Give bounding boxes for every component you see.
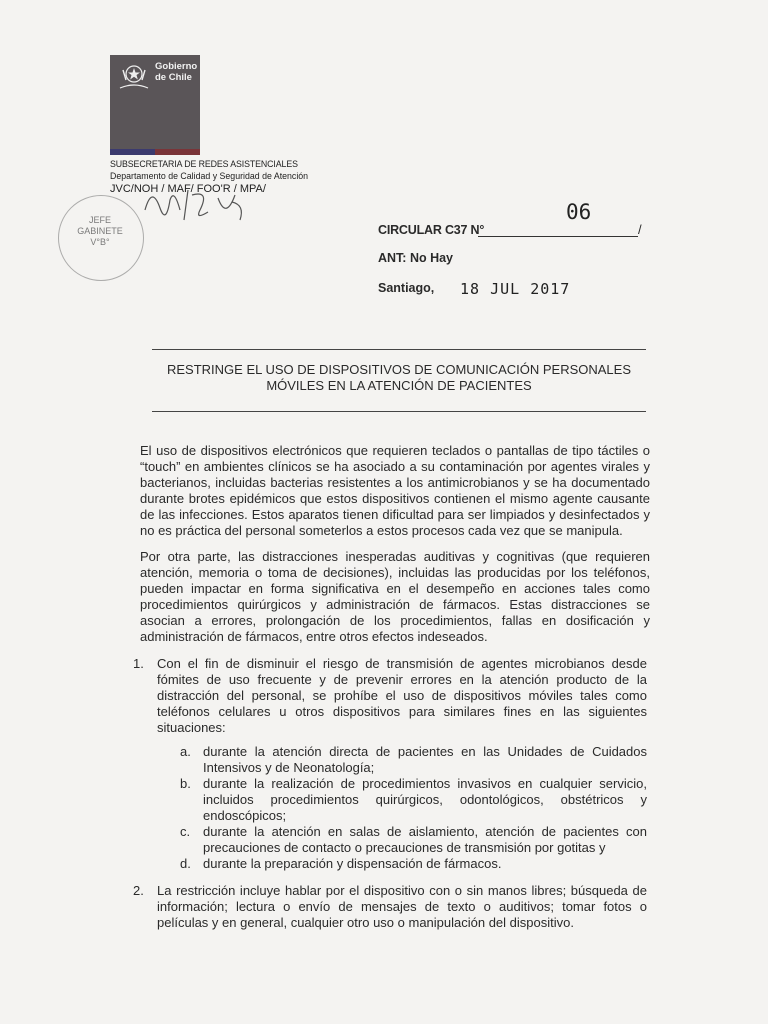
circular-slash: /	[638, 222, 642, 237]
subitem-letter: b.	[180, 776, 191, 791]
logo-bar-red	[155, 149, 200, 155]
document-title	[140, 362, 658, 394]
subitem-letter: c.	[180, 824, 191, 839]
gobierno-logo	[110, 55, 200, 155]
subitem-text: durante la atención directa de pacientes en las Unidades de Cuidados Intensivos y de Neonatología;	[203, 744, 647, 775]
paragraph-2: Por otra parte, las distracciones inesperadas auditivas y cognitivas (que requieren atención, memoria o toma de decisiones), incluidas las producidas por los teléfonos, pueden impactar en forma significativa en el desempeño en acciones tales como procedimientos quirúrgicos y administración de fármacos. Estas distracciones se asocian a errores, prolongación de los procedimientos, fallas en dosificación y administración de fármacos, entre otros efectos indeseados.	[140, 549, 650, 644]
title-line-2: MÓVILES EN LA ATENCIÓN DE PACIENTES	[266, 378, 532, 393]
item-number: 1.	[133, 656, 144, 671]
dept-line-1: SUBSECRETARIA DE REDES ASISTENCIALES	[110, 159, 298, 169]
circular-number: 06	[566, 200, 592, 224]
logo-text: Gobierno de Chile	[155, 61, 198, 83]
coat-of-arms-icon	[117, 62, 151, 92]
antecedent: ANT: No Hay	[378, 251, 454, 265]
stamped-date: 18 JUL 2017	[460, 280, 571, 298]
logo-bar-blue	[110, 149, 155, 155]
circular-label: CIRCULAR C37 N°	[378, 223, 485, 237]
circular-underline	[478, 236, 638, 237]
paragraph-1: El uso de dispositivos electrónicos que requieren teclados o pantallas de tipo táctiles o “touch” en ambientes clínicos se ha asociado a su contaminación por agentes virales y bacterianos, incluidas bacterias resistentes a los antimicrobianos y se ha documentado durante brotes epidémicos que estos dispositivos contienen el mismo agente causante de las infecciones. Estos aparatos tienen dificultad para ser limpiados y desinfectados y no es práctica del personal someterlos a estos procesos cada vez que se manipula.	[140, 443, 650, 538]
initials-line: JVC/NOH / MAF/ FOO'R / MPA/	[110, 183, 266, 195]
subitem-letter: d.	[180, 856, 191, 871]
item-text: Con el fin de disminuir el riesgo de transmisión de agentes microbianos desde fómites de uso frecuente y de prevenir errores en la atención producto de la distracción del personal, se prohíbe el uso de dispositivos móviles tales como teléfonos celulares u otros dispositivos para similares fines en las siguientes situaciones:	[157, 656, 647, 735]
place-label: Santiago,	[378, 281, 435, 295]
title-line-1: RESTRINGE EL USO DE DISPOSITIVOS DE COMUNICACIÓN PERSONALES	[167, 362, 631, 377]
handwritten-signature	[140, 180, 260, 230]
stamp-text: JEFE GABINETE V°B°	[77, 215, 123, 247]
department-header	[110, 158, 308, 182]
title-rule-bottom	[152, 411, 646, 412]
subitem-letter: a.	[180, 744, 191, 759]
dept-line-2: Departamento de Calidad y Seguridad de Atención	[110, 171, 309, 181]
subitem-text: durante la atención en salas de aislamiento, atención de pacientes con precauciones de contacto o precauciones de transmisión por gotitas y	[203, 824, 647, 855]
title-rule-top	[152, 349, 646, 350]
item-number: 2.	[133, 883, 144, 898]
subitem-text: durante la realización de procedimientos invasivos en cualquier servicio, incluidos procedimientos quirúrgicos, odontológicos, obstétricos y endoscópicos;	[203, 776, 647, 823]
subitem-text: durante la preparación y dispensación de fármacos.	[203, 856, 502, 871]
item-text: La restricción incluye hablar por el dispositivo con o sin manos libres; búsqueda de información; lectura o envío de mensajes de texto o auditivos; tomar fotos o películas y en general, cualquier otro uso o manipulación del dispositivo.	[157, 883, 647, 930]
